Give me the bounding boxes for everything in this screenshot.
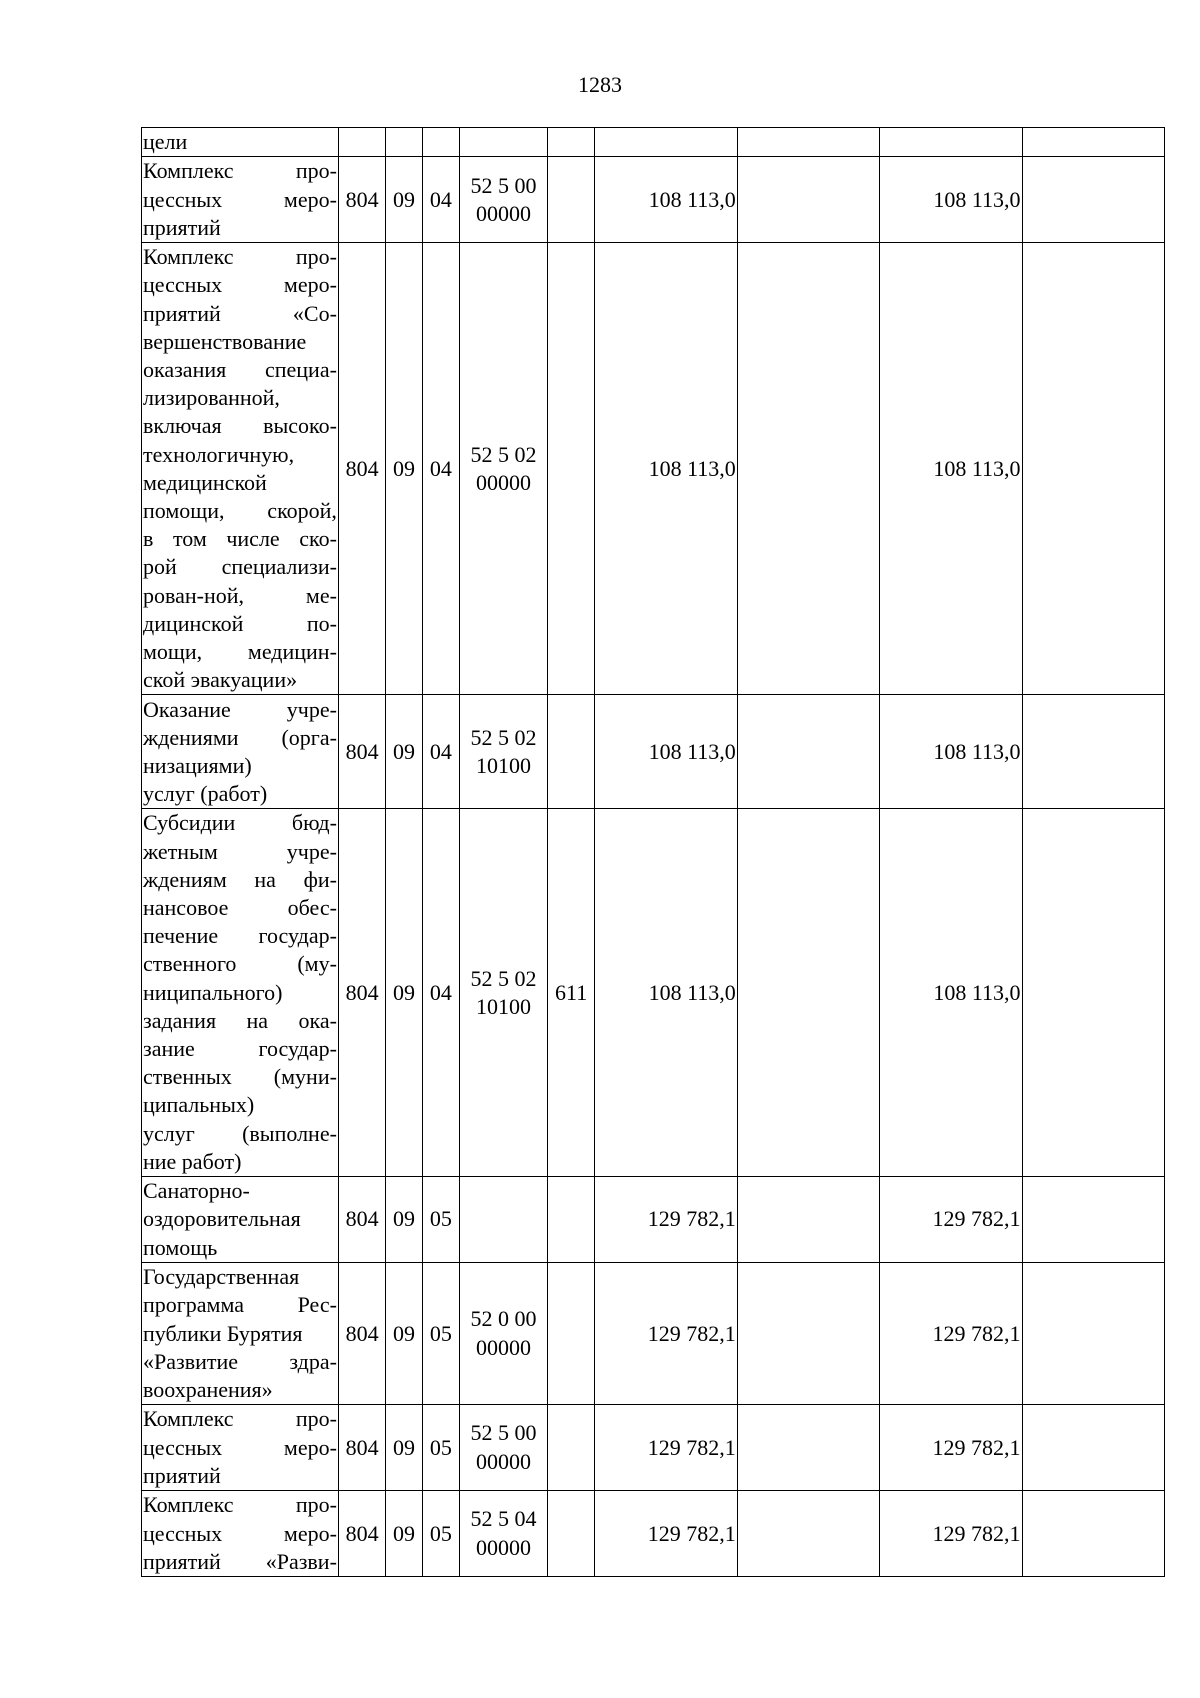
cell-rzd: 804 (338, 1177, 385, 1263)
name-line: ждениям на фи- (143, 866, 337, 892)
name-line: печение государ- (143, 923, 337, 949)
name-line: приятий «Разви- (143, 1548, 337, 1574)
cell-sum-1: 108 113,0 (595, 695, 737, 809)
csr-line: 52 5 02 (470, 441, 537, 467)
csr-line: 52 5 02 (470, 965, 537, 991)
cell-vr (547, 1177, 594, 1263)
cell-sum-2 (737, 1263, 879, 1405)
cell-csr (460, 243, 548, 695)
name-line: «Развитие здра- (143, 1348, 337, 1374)
cell-csr (460, 1263, 548, 1405)
name-line: нансовое обес- (143, 895, 337, 921)
cell-sum-4 (1022, 157, 1164, 243)
cell-rzd: 804 (338, 1405, 385, 1491)
cell-sum-4 (1022, 695, 1164, 809)
cell-sum-2 (737, 157, 879, 243)
name-line: цессных меро- (143, 186, 337, 212)
name-line: медицинской (143, 469, 267, 495)
cell-rzd: 804 (338, 1263, 385, 1405)
cell-ps: 04 (422, 809, 459, 1177)
cell-sum-4 (1022, 243, 1164, 695)
name-line: цели (143, 129, 188, 154)
cell-pr: 09 (386, 1177, 422, 1263)
cell-ps (422, 128, 459, 157)
cell-rzd: 804 (338, 157, 385, 243)
cell-vr: 611 (547, 809, 594, 1177)
name-line: в том числе ско- (143, 526, 337, 552)
name-line: ственных (муни- (143, 1064, 337, 1090)
cell-csr (460, 809, 548, 1177)
name-line: приятий (143, 214, 221, 240)
name-line: оздоровительная (143, 1206, 301, 1232)
name-line: Государственная (143, 1264, 300, 1290)
name-line: включая высоко- (143, 413, 337, 439)
cell-sum-1: 108 113,0 (595, 157, 737, 243)
cell-sum-1 (595, 128, 737, 157)
name-line: дицинской по- (143, 610, 337, 636)
cell-sum-3: 129 782,1 (880, 1177, 1022, 1263)
cell-name (142, 695, 339, 809)
cell-sum-2 (737, 695, 879, 809)
table-row (142, 1491, 1165, 1577)
cell-sum-1: 129 782,1 (595, 1405, 737, 1491)
table-row (142, 809, 1165, 1177)
cell-sum-3: 108 113,0 (880, 157, 1022, 243)
cell-sum-4 (1022, 1177, 1164, 1263)
cell-sum-1: 108 113,0 (595, 243, 737, 695)
cell-csr (460, 1177, 548, 1263)
name-line: ние работ) (143, 1148, 242, 1174)
name-line: Санаторно- (143, 1178, 250, 1204)
csr-line: 52 5 02 (470, 724, 537, 750)
cell-sum-3 (880, 128, 1022, 157)
name-line: цессных меро- (143, 1434, 337, 1460)
cell-sum-1: 108 113,0 (595, 809, 737, 1177)
cell-sum-4 (1022, 1405, 1164, 1491)
name-line: Оказание учре- (143, 696, 337, 722)
cell-sum-4 (1022, 1263, 1164, 1405)
name-line: ципальных) (143, 1092, 255, 1118)
cell-csr (460, 1491, 548, 1577)
cell-rzd (338, 128, 385, 157)
cell-csr (460, 157, 548, 243)
cell-sum-4 (1022, 809, 1164, 1177)
cell-vr (547, 695, 594, 809)
csr-line: 00000 (476, 1334, 531, 1360)
cell-rzd: 804 (338, 243, 385, 695)
cell-vr (547, 128, 594, 157)
name-line: приятий (143, 1462, 221, 1488)
name-line: Комплекс про- (143, 1406, 337, 1432)
name-line: низациями) (143, 752, 252, 778)
cell-vr (547, 157, 594, 243)
csr-line: 00000 (476, 1534, 531, 1560)
name-line: зание государ- (143, 1036, 337, 1062)
cell-ps: 04 (422, 695, 459, 809)
csr-line: 52 5 00 (470, 1420, 537, 1446)
table-row (142, 157, 1165, 243)
cell-sum-2 (737, 128, 879, 157)
name-line: вершенствование (143, 328, 307, 354)
csr-line: 00000 (476, 469, 531, 495)
cell-sum-1: 129 782,1 (595, 1177, 737, 1263)
name-line: мощи, медицин- (143, 639, 337, 665)
cell-rzd: 804 (338, 809, 385, 1177)
name-line: цессных меро- (143, 1520, 337, 1546)
name-line: оказания специа- (143, 357, 337, 383)
cell-sum-3: 108 113,0 (880, 809, 1022, 1177)
cell-ps: 05 (422, 1177, 459, 1263)
name-line: приятий «Со- (143, 300, 337, 326)
name-line: услуг (работ) (143, 781, 268, 807)
name-line: Комплекс про- (143, 1492, 337, 1518)
cell-pr (386, 128, 422, 157)
name-line: услуг (выполне- (143, 1120, 337, 1146)
cell-sum-3: 129 782,1 (880, 1491, 1022, 1577)
name-line: задания на ока- (143, 1007, 337, 1033)
cell-ps: 04 (422, 243, 459, 695)
name-line: технологичную, (143, 441, 295, 467)
name-line: рован-ной, ме- (143, 582, 337, 608)
name-line: ственного (му- (143, 951, 337, 977)
cell-sum-3: 129 782,1 (880, 1263, 1022, 1405)
name-line: ниципального) (143, 979, 283, 1005)
name-line: помощь (143, 1234, 218, 1260)
cell-sum-1: 129 782,1 (595, 1263, 737, 1405)
cell-sum-3: 129 782,1 (880, 1405, 1022, 1491)
csr-line: 52 5 04 (470, 1506, 537, 1532)
cell-name (142, 157, 339, 243)
cell-sum-2 (737, 1491, 879, 1577)
csr-line: 52 5 00 (470, 172, 537, 198)
cell-name (142, 1405, 339, 1491)
cell-sum-1: 129 782,1 (595, 1491, 737, 1577)
name-line: воохранения» (143, 1376, 273, 1402)
csr-line: 52 0 00 (470, 1306, 537, 1332)
table-row (142, 695, 1165, 809)
csr-line: 00000 (476, 200, 531, 226)
cell-sum-2 (737, 243, 879, 695)
budget-table (141, 127, 1165, 1577)
table-row (142, 243, 1165, 695)
table-row (142, 1263, 1165, 1405)
cell-ps: 05 (422, 1491, 459, 1577)
cell-pr: 09 (386, 1491, 422, 1577)
cell-name (142, 243, 339, 695)
cell-sum-4 (1022, 128, 1164, 157)
page-number: 1283 (578, 72, 622, 97)
cell-pr: 09 (386, 695, 422, 809)
cell-csr (460, 1405, 548, 1491)
name-line: помощи, скорой, (143, 498, 337, 524)
name-line: лизированной, (143, 385, 280, 411)
cell-vr (547, 1491, 594, 1577)
cell-sum-2 (737, 809, 879, 1177)
csr-line: 10100 (476, 993, 531, 1019)
cell-csr (460, 128, 548, 157)
cell-sum-2 (737, 1405, 879, 1491)
name-line: программа Рес- (143, 1292, 337, 1318)
table-row (142, 128, 1165, 157)
cell-rzd: 804 (338, 695, 385, 809)
table-row (142, 1405, 1165, 1491)
name-line: Комплекс про- (143, 244, 337, 270)
cell-name (142, 1177, 339, 1263)
cell-vr (547, 1263, 594, 1405)
table-row (142, 1177, 1165, 1263)
cell-sum-4 (1022, 1491, 1164, 1577)
name-line: Субсидии бюд- (143, 810, 337, 836)
name-line: Комплекс про- (143, 158, 337, 184)
name-line: жетным учре- (143, 838, 337, 864)
cell-rzd: 804 (338, 1491, 385, 1577)
cell-ps: 05 (422, 1405, 459, 1491)
cell-ps: 04 (422, 157, 459, 243)
cell-vr (547, 243, 594, 695)
csr-line: 00000 (476, 1448, 531, 1474)
cell-pr: 09 (386, 157, 422, 243)
name-line: рой специализи- (143, 554, 337, 580)
csr-line: 10100 (476, 752, 531, 778)
cell-csr (460, 695, 548, 809)
cell-sum-2 (737, 1177, 879, 1263)
cell-pr: 09 (386, 1263, 422, 1405)
name-line: ской эвакуации» (143, 667, 298, 693)
name-line: ждениями (орга- (143, 724, 337, 750)
cell-name (142, 1263, 339, 1405)
cell-name (142, 128, 339, 157)
cell-sum-3: 108 113,0 (880, 695, 1022, 809)
cell-pr: 09 (386, 809, 422, 1177)
cell-sum-3: 108 113,0 (880, 243, 1022, 695)
cell-pr: 09 (386, 243, 422, 695)
cell-name (142, 809, 339, 1177)
name-line: цессных меро- (143, 272, 337, 298)
name-line: публики Бурятия (143, 1320, 303, 1346)
cell-vr (547, 1405, 594, 1491)
cell-pr: 09 (386, 1405, 422, 1491)
cell-name (142, 1491, 339, 1577)
cell-ps: 05 (422, 1263, 459, 1405)
